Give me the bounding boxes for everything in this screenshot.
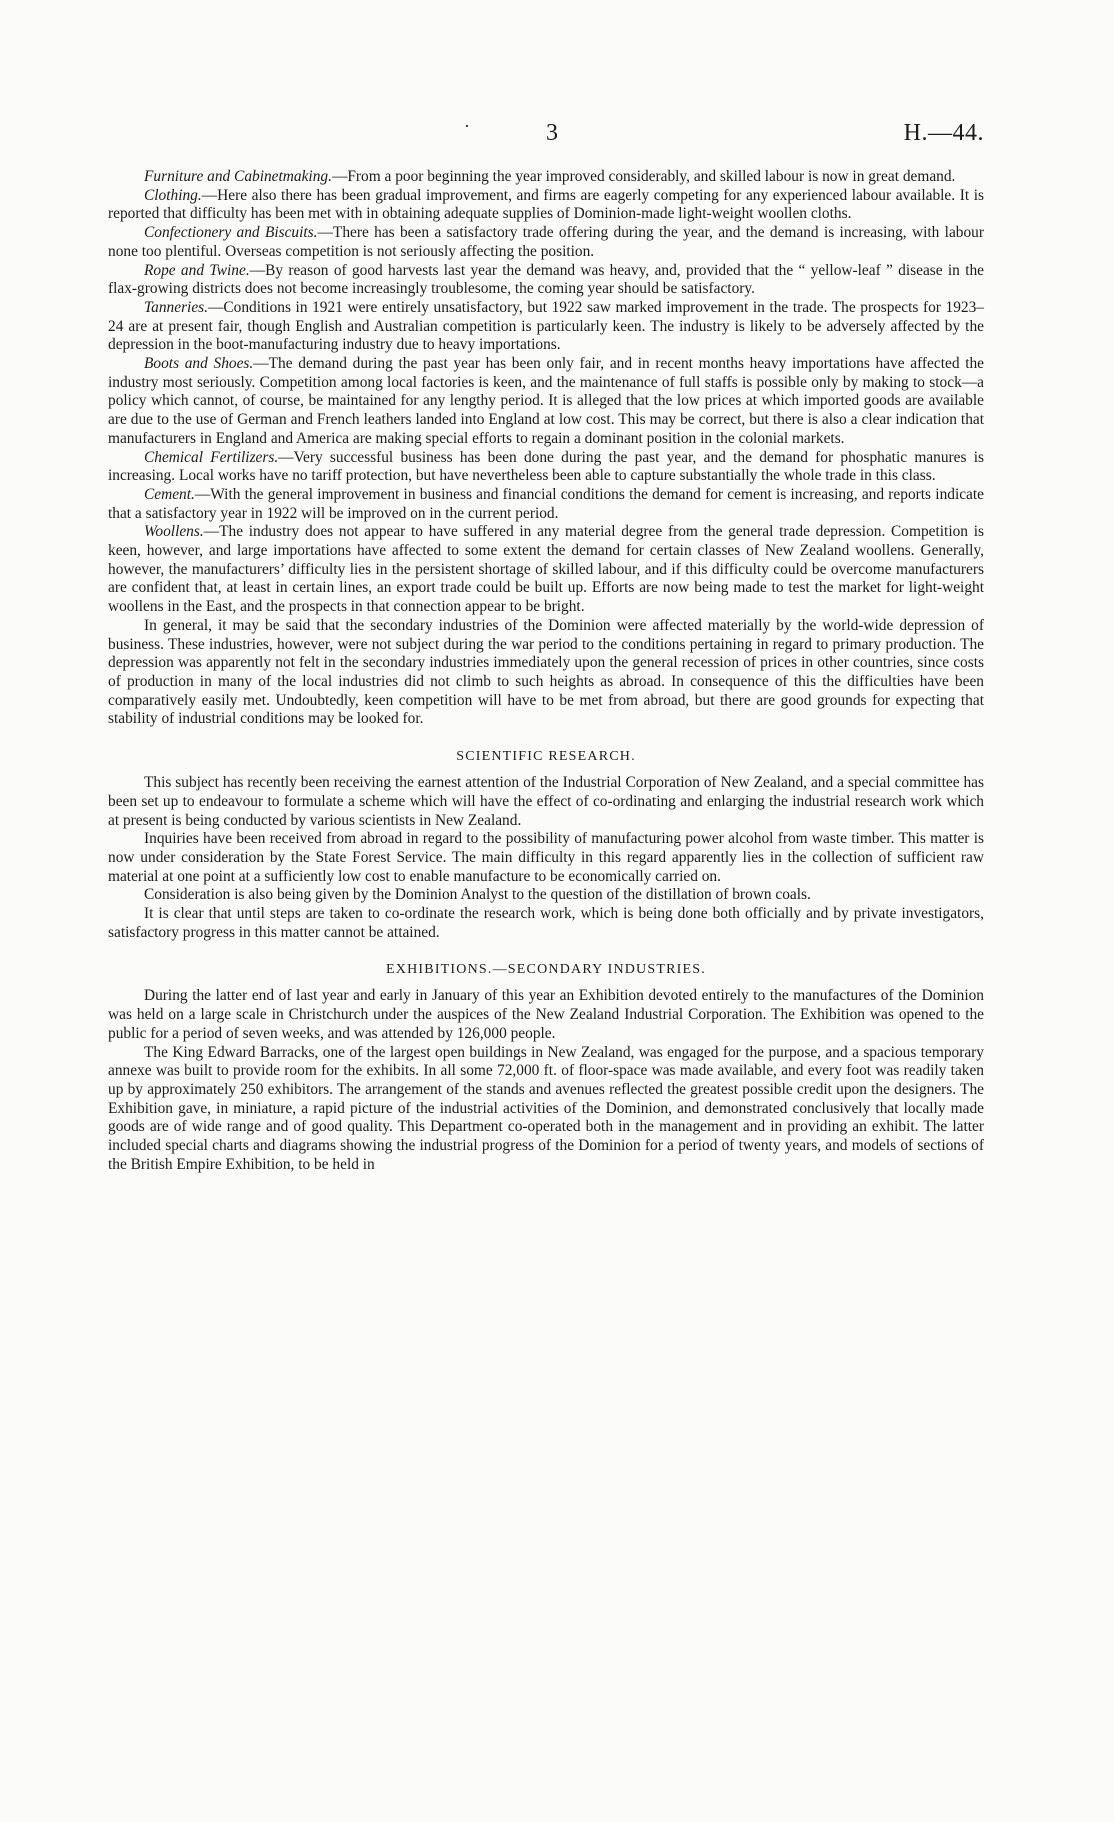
page-header	[108, 118, 984, 158]
industry-paragraph	[108, 355, 984, 449]
document-reference: H.—44.	[903, 120, 984, 146]
industry-title: Confectionery and Biscuits.	[144, 224, 318, 242]
exhibitions-paragraph: During the latter end of last year and early in January of this year an Exhibition devoted entirely to the manufactures of the Dominion was held on a large scale in Christchurch under the auspices of the New Zealand Industrial Corporation. The Exhibition was opened to the public for a period of seven weeks, and was attended by 126,000 people.	[108, 987, 984, 1042]
section-heading-exhibitions: EXHIBITIONS.—SECONDARY INDUSTRIES.	[386, 962, 706, 978]
industry-paragraph	[108, 168, 984, 187]
research-paragraph: Consideration is also being given by the Dominion Analyst to the question of the distillation of brown coals.	[144, 886, 811, 904]
industry-text: —The industry does not appear to have suffered in any material degree from the general trade depression. Competition is keen, however, and large importations have affected to some extent the demand for certain classes of New Zealand woollens. Generally, however, the manufacturers’ difficulty lies in the persistent shortage of skilled labour, and if this difficulty could be overcome manufacturers are confident that, at least in certain lines, an export trade could be built up. Efforts are now being made to test the market for light-weight woollens in the East, and the prospects in that connection appear to be bright.	[108, 523, 984, 616]
industry-paragraph	[108, 299, 984, 355]
industry-text: —With the general improvement in business and financial conditions the demand for cement is increasing, and reports indicate that a satisfactory year in 1922 will be improved on in the current period.	[108, 485, 984, 522]
industry-paragraph	[108, 486, 984, 523]
printer-mark: ·	[464, 116, 470, 136]
industry-title: Chemical Fertilizers.	[144, 448, 279, 466]
industry-title: Boots and Shoes.	[144, 355, 254, 373]
exhibitions-paragraph: The King Edward Barracks, one of the largest open buildings in New Zealand, was engaged for the purpose, and a spacious temporary annexe was built to provide room for the exhibits. In all some 72,000 ft. of floor-space was made available, and every foot was readily taken up by approximately 250 exhibitors. The arrangement of the stands and avenues reflected the greatest possible credit upon the designers. The Exhibition gave, in miniature, a rapid picture of the industrial activities of the Dominion, and demonstrated conclusively that locally made goods are of wide range and of good quality. This Department co-operated both in the management and in providing an exhibit. The latter included special charts and diagrams showing the industrial progress of the Dominion for a period of twenty years, and models of sections of the British Empire Exhibition, to be held in	[108, 1043, 984, 1173]
industry-title: Woollens.	[144, 523, 204, 541]
general-summary-paragraph: In general, it may be said that the secondary industries of the Dominion were affected materially by the world-wide depression of business. These industries, however, were not subject during the war period to the conditions pertaining in regard to primary production. The depression was apparently not felt in the secondary industries immediately upon the general recession of prices in other countries, since costs of production in many of the local industries did not climb to such heights as abroad. In consequence of this the difficulties have been comparatively easily met. Undoubtedly, keen competition will have to be met from abroad, but there are good grounds for expecting that stability of industrial conditions may be looked for.	[108, 616, 984, 728]
research-paragraph: It is clear that until steps are taken to co-ordinate the research work, which is being done both officially and by private investigators, satisfactory progress in this matter cannot be attained.	[108, 905, 984, 941]
industry-text: —By reason of good harvests last year the demand was heavy, and, provided that the “ yellow-leaf ” disease in the flax-growing districts does not become increasingly troublesome, the coming year should be satisfactory.	[108, 261, 984, 298]
document-body	[108, 168, 984, 1174]
industry-text: —From a poor beginning the year improved considerably, and skilled labour is now in great demand.	[331, 168, 956, 185]
industry-text: —Very successful business has been done during the past year, and the demand for phosphatic manures is increasing. Local works have no tariff protection, but have nevertheless been able to capture substantially the whole trade in this class.	[108, 448, 984, 485]
industry-title: Rope and Twine.	[144, 261, 250, 279]
industry-text: —There has been a satisfactory trade offering during the year, and the demand is increasing, with labour none too plentiful. Overseas competition is not seriously affecting the position.	[108, 224, 984, 260]
industry-text: —Conditions in 1921 were entirely unsatisfactory, but 1922 saw marked improvement in the trade. The prospects for 1923–24 are at present fair, though English and Australian competition is particularly keen. The industry is likely to be adversely affected by the depression in the boot-manufacturing industry due to heavy importations.	[108, 298, 984, 354]
industry-text: —Here also there has been gradual improvement, and firms are eagerly competing for any experienced labour available. It is reported that difficulty has been met with in obtaining adequate supplies of Dominion-made light-weight woollen cloths.	[108, 186, 984, 223]
research-paragraph: This subject has recently been receiving the earnest attention of the Industrial Corporation of New Zealand, and a special committee has been set up to endeavour to formulate a scheme which will have the effect of co-ordinating and enlarging the industrial research work which at present is being conducted by various scientists in New Zealand.	[108, 774, 984, 829]
industry-title: Tanneries.	[144, 298, 208, 316]
industry-title: Clothing.	[144, 186, 202, 204]
industry-paragraph	[108, 224, 984, 261]
industry-title: Cement.	[144, 485, 195, 503]
industry-paragraph	[108, 523, 984, 617]
page-number: 3	[546, 120, 558, 146]
industry-paragraph	[108, 449, 984, 486]
section-heading-research: SCIENTIFIC RESEARCH.	[456, 749, 636, 765]
industry-title: Furniture and Cabinetmaking.	[144, 168, 332, 185]
industry-paragraph	[108, 187, 984, 224]
research-paragraph: Inquiries have been received from abroad in regard to the possibility of manufacturing power alcohol from waste timber. This matter is now under consideration by the State Forest Service. The main difficulty in this regard apparently lies in the collection of sufficient raw material at one point at a sufficiently low cost to enable manufacture to be economically carried on.	[108, 830, 984, 885]
industry-paragraph	[108, 262, 984, 299]
industry-text: —The demand during the past year has been only fair, and in recent months heavy importations have affected the industry most seriously. Competition among local factories is keen, and the maintenance of full staffs is possible only by making to stock—a policy which cannot, of course, be maintained for any lengthy period. It is alleged that the low prices at which imported goods are available are due to the use of German and French leathers landed into England at low cost. This may be correct, but there is also a clear indication that manufacturers in England and America are making special efforts to regain a dominant position in the colonial markets.	[108, 355, 984, 447]
